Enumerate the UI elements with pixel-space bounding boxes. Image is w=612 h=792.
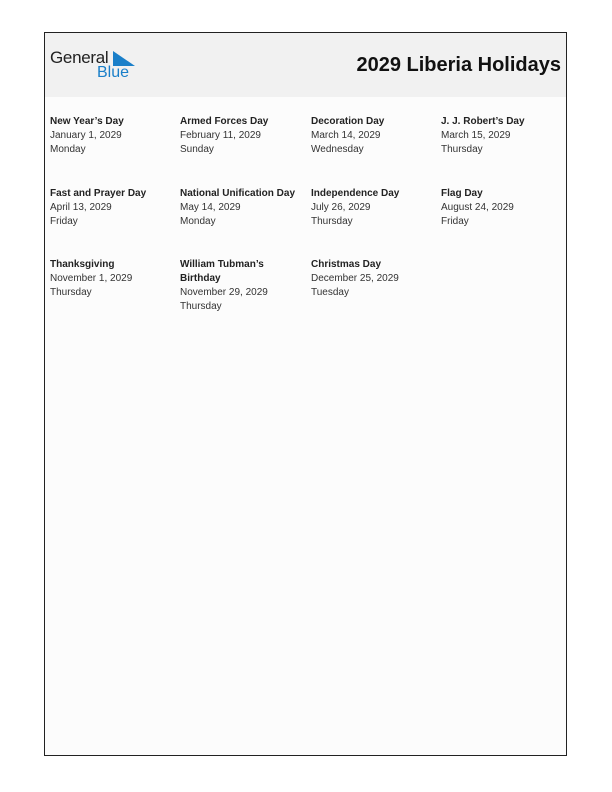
- holiday-date: March 14, 2029: [311, 130, 381, 141]
- holiday-date: May 14, 2029: [180, 202, 241, 213]
- page-title: 2029 Liberia Holidays: [356, 54, 561, 76]
- holiday-name: Decoration Day: [311, 116, 385, 127]
- holiday-name: Thanksgiving: [50, 259, 115, 270]
- logo-word-general: General: [50, 48, 109, 67]
- holiday-weekday: Monday: [50, 144, 86, 155]
- holiday-date: July 26, 2029: [311, 202, 371, 213]
- header-band: [45, 33, 566, 97]
- holiday-date: April 13, 2029: [50, 202, 112, 213]
- page-frame: [44, 32, 567, 756]
- holiday-weekday: Friday: [441, 216, 469, 227]
- holiday-date: November 1, 2029: [50, 273, 133, 284]
- holiday-date: August 24, 2029: [441, 202, 514, 213]
- holiday-weekday: Tuesday: [311, 287, 349, 298]
- generalblue-logo: [50, 48, 140, 84]
- holiday-item: [50, 115, 178, 157]
- holiday-name: J. J. Robert’s Day: [441, 116, 525, 127]
- holiday-name: National Unification Day: [180, 188, 296, 199]
- holiday-item: [311, 115, 439, 157]
- holiday-weekday: Monday: [180, 216, 216, 227]
- logo-word-blue: Blue: [97, 64, 130, 81]
- holiday-name: Christmas Day: [311, 259, 382, 270]
- holiday-item: [180, 258, 280, 314]
- holiday-weekday: Thursday: [180, 301, 222, 312]
- holiday-date: November 29, 2029: [180, 287, 268, 298]
- holiday-item: [311, 258, 439, 300]
- holiday-date: February 11, 2029: [180, 130, 261, 141]
- holiday-item: [441, 115, 569, 157]
- holiday-weekday: Thursday: [50, 287, 92, 298]
- holiday-date: March 15, 2029: [441, 130, 511, 141]
- holiday-item: [50, 187, 178, 229]
- holiday-weekday: Thursday: [441, 144, 483, 155]
- holiday-name: New Year’s Day: [50, 116, 124, 127]
- holiday-item: [180, 115, 308, 157]
- holiday-item: [441, 187, 569, 229]
- holiday-item: [50, 258, 178, 300]
- holiday-date: January 1, 2029: [50, 130, 122, 141]
- holiday-name: William Tubman’s Birthday: [180, 259, 264, 284]
- holiday-item: [311, 187, 439, 229]
- holiday-date: December 25, 2029: [311, 273, 399, 284]
- holiday-name: Armed Forces Day: [180, 116, 269, 127]
- holiday-name: Independence Day: [311, 188, 400, 199]
- holiday-weekday: Friday: [50, 216, 78, 227]
- holiday-weekday: Sunday: [180, 144, 214, 155]
- holiday-name: Flag Day: [441, 188, 483, 199]
- holiday-weekday: Wednesday: [311, 144, 364, 155]
- holiday-weekday: Thursday: [311, 216, 353, 227]
- holiday-name: Fast and Prayer Day: [50, 188, 147, 199]
- holiday-item: [180, 187, 310, 229]
